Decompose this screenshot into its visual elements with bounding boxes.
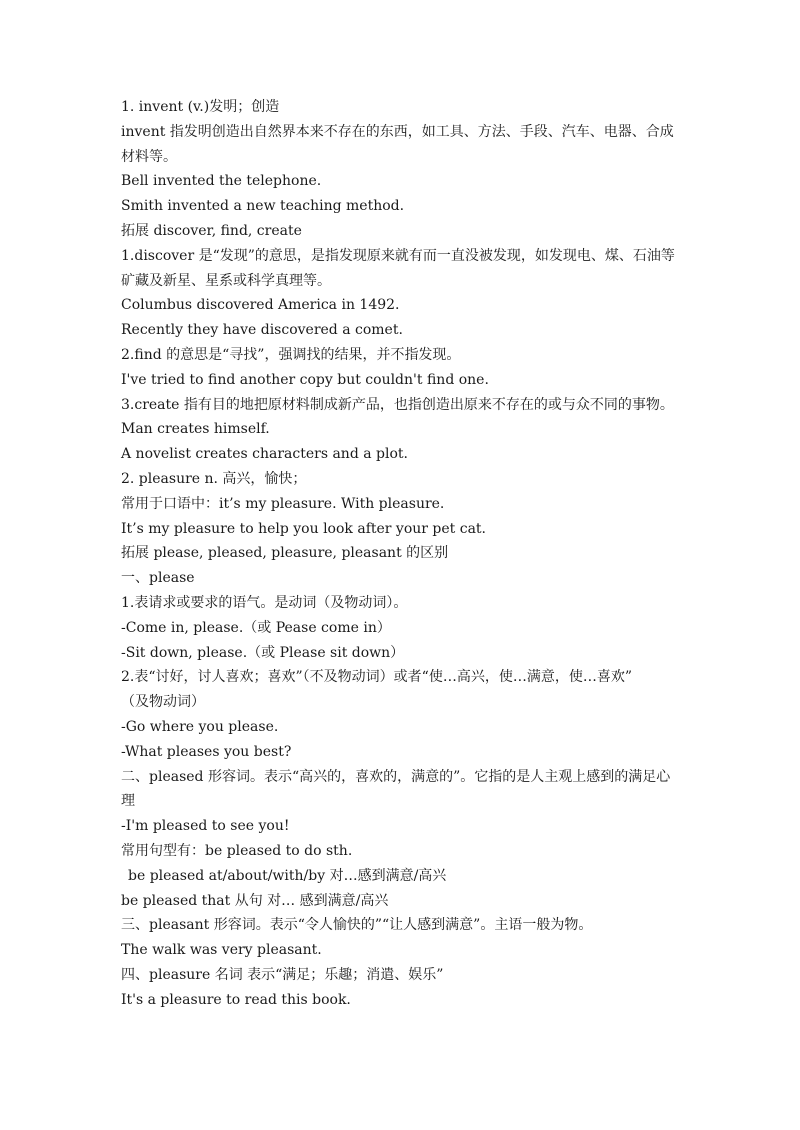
example-sentence: I've tried to find another copy but couldn't find one. xyxy=(121,371,489,388)
example-sentence: A novelist creates characters and a plot. xyxy=(121,446,408,463)
paragraph-line: 理 xyxy=(121,793,135,810)
paragraph-line: 常用于口语中：it’s my pleasure. With pleasure. xyxy=(121,495,445,512)
paragraph-line: 2.表“讨好，讨人喜欢；喜欢”（不及物动词）或者“使…高兴，使…满意，使…喜欢” xyxy=(121,669,632,686)
paragraph-line: be pleased that 从句 对… 感到满意/高兴 xyxy=(121,892,389,909)
example-sentence: -Go where you please. xyxy=(121,718,279,735)
example-sentence: It’s my pleasure to help you look after your pet cat. xyxy=(121,520,487,537)
document-body xyxy=(121,95,681,1012)
paragraph-line: 3.create 指有目的地把原材料制成新产品，也指创造出原来不存在的或与众不同的事物。 xyxy=(121,396,674,413)
example-sentence: -What pleases you best? xyxy=(121,743,292,760)
extension-heading: 拓展 discover, find, create xyxy=(121,222,302,239)
section-heading: 二、pleased 形容词。表示“高兴的，喜欢的，满意的”。它指的是人主观上感到的满足心 xyxy=(121,768,671,785)
example-sentence: -Come in, please.（或 Pease come in） xyxy=(121,619,391,636)
example-sentence: Man creates himself. xyxy=(121,421,270,438)
example-sentence: It's a pleasure to read this book. xyxy=(121,991,351,1008)
example-sentence: Smith invented a new teaching method. xyxy=(121,198,405,215)
heading-invent: 1. invent (v.)发明；创造 xyxy=(121,99,280,115)
paragraph-line: 1.表请求或要求的语气。是动词（及物动词）。 xyxy=(121,594,408,611)
example-sentence: Recently they have discovered a comet. xyxy=(121,322,403,339)
paragraph-line: be pleased at/about/with/by 对…感到满意/高兴 xyxy=(128,867,447,884)
paragraph-line: 2.find 的意思是“寻找”，强调找的结果，并不指发现。 xyxy=(121,346,461,363)
paragraph-line: （及物动词） xyxy=(121,694,205,711)
section-heading: 一、please xyxy=(121,570,195,587)
paragraph-line: 材料等。 xyxy=(121,148,177,165)
paragraph-line: 1.discover 是“发现”的意思，是指发现原来就有而一直没被发现，如发现电、煤、石油等 xyxy=(121,247,675,264)
example-sentence: -Sit down, please.（或 Please sit down） xyxy=(121,644,405,661)
section-heading: 四、pleasure 名词 表示“满足；乐趣；消遣、娱乐” xyxy=(121,966,444,983)
paragraph-line: invent 指发明创造出自然界本来不存在的东西，如工具、方法、手段、汽车、电器、合成 xyxy=(121,123,674,140)
example-sentence: -I'm pleased to see you! xyxy=(121,818,290,835)
paragraph-line: 常用句型有：be pleased to do sth. xyxy=(121,842,353,859)
example-sentence: Bell invented the telephone. xyxy=(121,173,322,190)
example-sentence: Columbus discovered America in 1492. xyxy=(121,297,400,314)
heading-pleasure: 2. pleasure n. 高兴，愉快； xyxy=(121,470,307,487)
extension-heading: 拓展 please, pleased, pleasure, pleasant 的区别 xyxy=(121,545,449,562)
section-heading: 三、pleasant 形容词。表示“令人愉快的”“让人感到满意”。主语一般为物。 xyxy=(121,917,593,934)
paragraph-line: 矿藏及新星、星系或科学真理等。 xyxy=(121,272,331,289)
example-sentence: The walk was very pleasant. xyxy=(121,942,322,959)
